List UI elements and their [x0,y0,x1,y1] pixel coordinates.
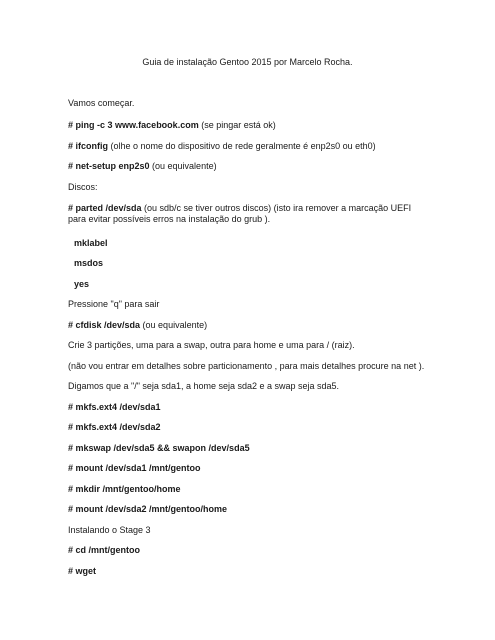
line-mkdir-home [68,484,181,495]
line-nao-vou-entrar [68,361,424,372]
command-text: # net-setup enp2s0 [68,161,150,171]
line-crie-particoes [68,340,355,351]
command-text: yes [74,279,90,289]
line-text: (ou sdb/c se tiver outros discos) (isto ira remover a marcação UEFI para evitar possíveis erros na instalação do grub ). [68,203,412,224]
command-text: # mount /dev/sda2 /mnt/gentoo/home [68,504,228,514]
line-text: Discos: [68,182,98,192]
line-mkswap-command [68,443,250,454]
command-text: # wget [68,566,97,576]
command-text: # mkdir /mnt/gentoo/home [68,484,181,494]
line-mkfs-sda1 [68,402,161,413]
command-text: # ifconfig [68,141,108,151]
line-text: (ou equivalente) [149,161,217,171]
command-text: msdos [74,258,104,268]
line-net-setup-command [68,161,217,172]
line-text: (se pingar está ok) [198,120,276,130]
line-cfdisk-command [68,320,207,331]
line-text: (ou equivalente) [140,320,208,330]
command-text: # cfdisk /dev/sda [68,320,141,330]
line-vamos-comecar [68,98,134,109]
line-text: (não vou entrar em detalhes sobre particionamento , para mais detalhes procure na net ). [68,361,425,371]
line-mount-sda1 [68,463,201,474]
line-ping-command [68,120,276,131]
line-text: Instalando o Stage 3 [68,525,151,535]
command-text: # cd /mnt/gentoo [68,545,140,555]
line-text: Crie 3 partições, uma para a swap, outra para home e uma para / (raiz). [68,340,355,350]
command-text: # mkfs.ext4 /dev/sda1 [68,402,161,412]
command-text: # mkfs.ext4 /dev/sda2 [68,422,161,432]
line-discos [68,182,98,193]
line-text: Pressione "q" para sair [68,299,160,309]
line-ifconfig-command [68,141,376,152]
line-pressione-q [68,299,159,310]
line-digamos-que [68,381,339,392]
command-text: # mkswap /dev/sda5 && swapon /dev/sda5 [68,443,250,453]
line-mount-sda2 [68,504,227,515]
line-parted-command [68,203,428,225]
line-text: (olhe o nome do dispositivo de rede geralmente é enp2s0 ou eth0) [108,141,376,151]
line-cd-command [68,545,140,556]
line-wget-command [68,566,96,577]
line-mklabel [74,238,108,249]
command-text: # parted /dev/sda [68,203,142,213]
line-text: Vamos começar. [68,98,135,108]
line-mkfs-sda2 [68,422,161,433]
line-msdos [74,258,103,269]
line-text: Digamos que a "/" seja sda1, a home seja sda2 e a swap seja sda5. [68,381,340,391]
line-instalando-stage3 [68,525,151,536]
command-text: # ping -c 3 www.facebook.com [68,120,199,130]
command-text: # mount /dev/sda1 /mnt/gentoo [68,463,201,473]
document-title: Guia de instalação Gentoo 2015 por Marcelo Rocha. [142,57,353,67]
line-yes [74,279,89,290]
command-text: mklabel [74,238,108,248]
